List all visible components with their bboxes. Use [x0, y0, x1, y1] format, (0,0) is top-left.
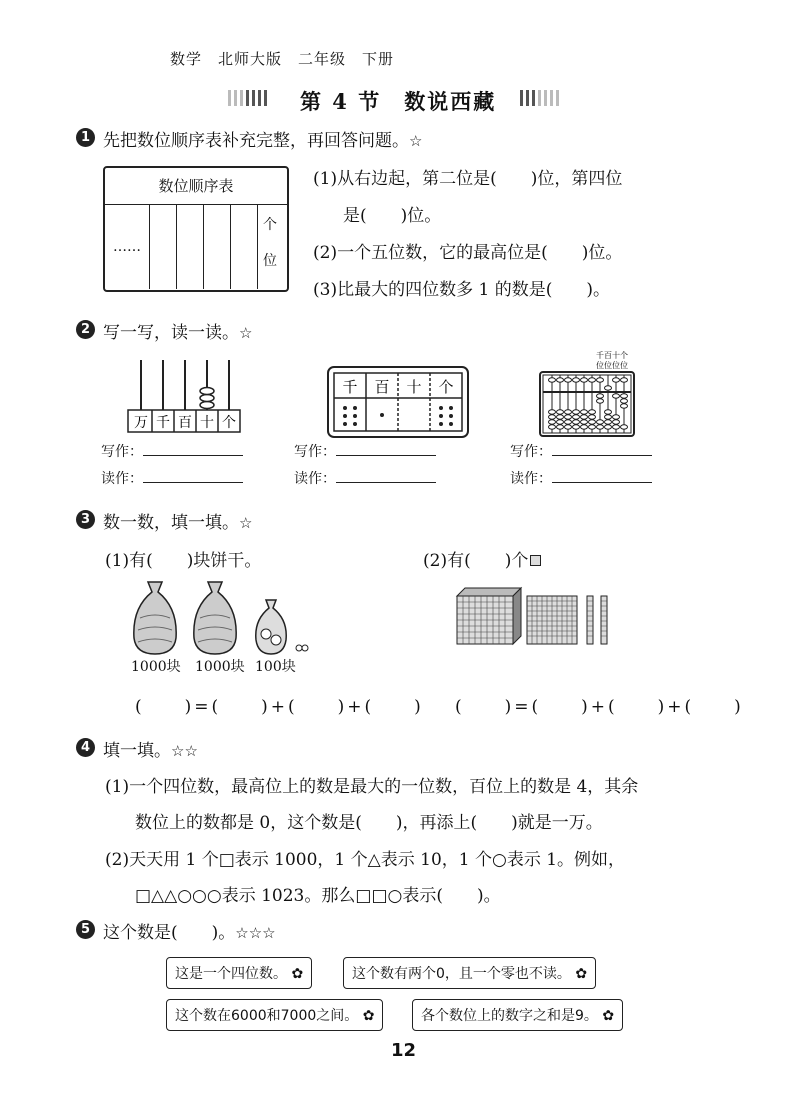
question-2-prompt: 写一写，读一读。: [103, 323, 239, 343]
read-row-2: [294, 468, 436, 488]
place-value-table: [103, 166, 289, 292]
suanpan-label: 位: [604, 361, 612, 370]
q3-equation-1: ( )=( )+( )+( ): [135, 697, 424, 717]
question-3-prompt: 数一数，填一填。: [103, 513, 239, 533]
question-1-prompt: 先把数位顺序表补充完整，再回答问题。: [103, 131, 409, 151]
suanpan-label: 百: [604, 351, 612, 360]
q3-equation-2: ( )=( )+( )+( ): [455, 697, 744, 717]
abacus-label: 个: [222, 415, 236, 431]
write-row-3: [510, 441, 652, 461]
q1-sub3: (3)比最大的四位数多 1 的数是( )。: [313, 280, 610, 300]
difficulty-stars: ☆: [239, 324, 253, 342]
suanpan-label: 个: [620, 351, 628, 360]
q3-sub1: (1)有( )块饼干。: [105, 551, 262, 571]
hundred-flat-icon: [527, 596, 577, 644]
read-row-1: [101, 468, 243, 488]
write-row-1: [101, 441, 243, 461]
difficulty-stars: ☆☆☆: [235, 924, 276, 942]
flower-icon: ✿: [602, 1008, 615, 1024]
suanpan-label: 千: [596, 351, 604, 360]
cookie-bags: [128, 578, 328, 656]
cookie-bag-icon: [134, 582, 176, 654]
flower-icon: ✿: [575, 966, 588, 982]
question-4-prompt: 填一填。: [103, 741, 171, 761]
question-5-prompt: 这个数是( )。: [103, 923, 236, 943]
base-ten-blocks: [455, 586, 625, 646]
thousand-cube-icon: [457, 588, 521, 644]
q4-line-3: (2)天天用 1 个□表示 1000，1 个△表示 10，1 个○表示 1。例如，: [105, 850, 626, 870]
question-number-1: 1: [76, 128, 95, 147]
question-2-text: [103, 318, 252, 343]
clue-text: 这个数有两个0，且一个零也不读。: [352, 966, 571, 982]
bag-label: 1000块: [131, 659, 181, 675]
book-header: 数学 北师大版 二年级 下册: [170, 50, 395, 68]
suanpan-label: 位: [612, 361, 620, 370]
write-label: 写作：: [294, 444, 336, 460]
table-cell-blank[interactable]: [150, 205, 177, 289]
question-5-text: [103, 918, 276, 943]
clue-text: 各个数位上的数字之和是9。: [421, 1008, 598, 1024]
bag-label: 100块: [255, 659, 296, 675]
abacus-label: 千: [156, 415, 170, 431]
table-title: 数位顺序表: [105, 168, 287, 205]
suanpan-label: 位: [596, 361, 604, 370]
q1-sub1-line2: 是( )位。: [343, 206, 442, 226]
read-answer-line[interactable]: [552, 468, 652, 483]
read-answer-line[interactable]: [336, 468, 436, 483]
table-cell-blank[interactable]: [177, 205, 204, 289]
bag-label: 1000块: [195, 659, 245, 675]
unit-cube-icon: [530, 555, 541, 566]
counting-abacus: [126, 356, 244, 436]
difficulty-stars: ☆☆: [171, 742, 198, 760]
cookie-bag-icon: [194, 582, 236, 654]
read-label: 读作：: [294, 471, 336, 487]
q4-line-1: (1)一个四位数，最高位上的数是最大的一位数，百位上的数是 4，其余: [105, 777, 639, 797]
write-label: 写作：: [101, 444, 143, 460]
card-label: 千: [342, 378, 358, 396]
suanpan-label: 位: [620, 361, 628, 370]
q1-sub1-line1: (1)从右边起，第二位是( )位，第四位: [313, 169, 623, 189]
write-label: 写作：: [510, 444, 552, 460]
table-cell-ones-bottom: 位: [263, 253, 277, 269]
read-answer-line[interactable]: [143, 468, 243, 483]
q4-line-2: 数位上的数都是 0，这个数是( )，再添上( )就是一万。: [135, 813, 603, 833]
table-cell-blank[interactable]: [204, 205, 231, 289]
abacus-label: 十: [200, 415, 214, 431]
abacus-label: 万: [134, 415, 148, 431]
ten-rod-icon: [601, 596, 607, 644]
q3-sub2-text: (2)有( )个: [423, 551, 529, 571]
suanpan-label: 十: [612, 351, 620, 360]
question-1-text: [103, 126, 422, 151]
small-cookie-bag-icon: [256, 600, 308, 654]
flower-icon: ✿: [291, 966, 304, 982]
question-4-text: [103, 736, 198, 761]
page-number: 12: [391, 1040, 417, 1061]
table-cell-ones-top: 个: [263, 217, 277, 233]
question-number-5: 5: [76, 920, 95, 939]
clue-text: 这个数在6000和7000之间。: [175, 1008, 359, 1024]
table-cell-ones: [258, 205, 282, 289]
suanpan-abacus: [538, 350, 638, 440]
write-answer-line[interactable]: [336, 441, 436, 456]
clue-card: [166, 999, 383, 1031]
q4-line-4: □△△○○○表示 1023。那么□□○表示( )。: [135, 886, 501, 906]
flower-icon: ✿: [362, 1008, 375, 1024]
card-label: 个: [438, 378, 454, 396]
question-number-4: 4: [76, 738, 95, 757]
ten-rod-icon: [587, 596, 593, 644]
title-decoration-right: [520, 90, 559, 106]
difficulty-stars: ☆: [239, 514, 253, 532]
clue-card: [343, 957, 596, 989]
clue-card: [166, 957, 312, 989]
question-3-text: [103, 508, 252, 533]
table-cell-blank[interactable]: [231, 205, 258, 289]
write-answer-line[interactable]: [143, 441, 243, 456]
question-number-2: 2: [76, 320, 95, 339]
clue-text: 这是一个四位数。: [175, 966, 287, 982]
read-row-3: [510, 468, 652, 488]
place-value-dot-card: [327, 366, 469, 438]
abacus-label: 百: [178, 415, 192, 431]
write-row-2: [294, 441, 436, 461]
read-label: 读作：: [510, 471, 552, 487]
q1-sub2: (2)一个五位数，它的最高位是( )位。: [313, 243, 623, 263]
card-label: 百: [374, 378, 390, 396]
table-cell-ellipsis: ……: [105, 205, 150, 289]
title-decoration-left: [228, 90, 267, 106]
read-label: 读作：: [101, 471, 143, 487]
section-title: 第 4 节 数说西藏: [300, 89, 497, 114]
clue-card: [412, 999, 623, 1031]
question-number-3: 3: [76, 510, 95, 529]
write-answer-line[interactable]: [552, 441, 652, 456]
card-label: 十: [406, 378, 422, 396]
difficulty-stars: ☆: [409, 132, 423, 150]
q3-sub2: [423, 546, 541, 571]
